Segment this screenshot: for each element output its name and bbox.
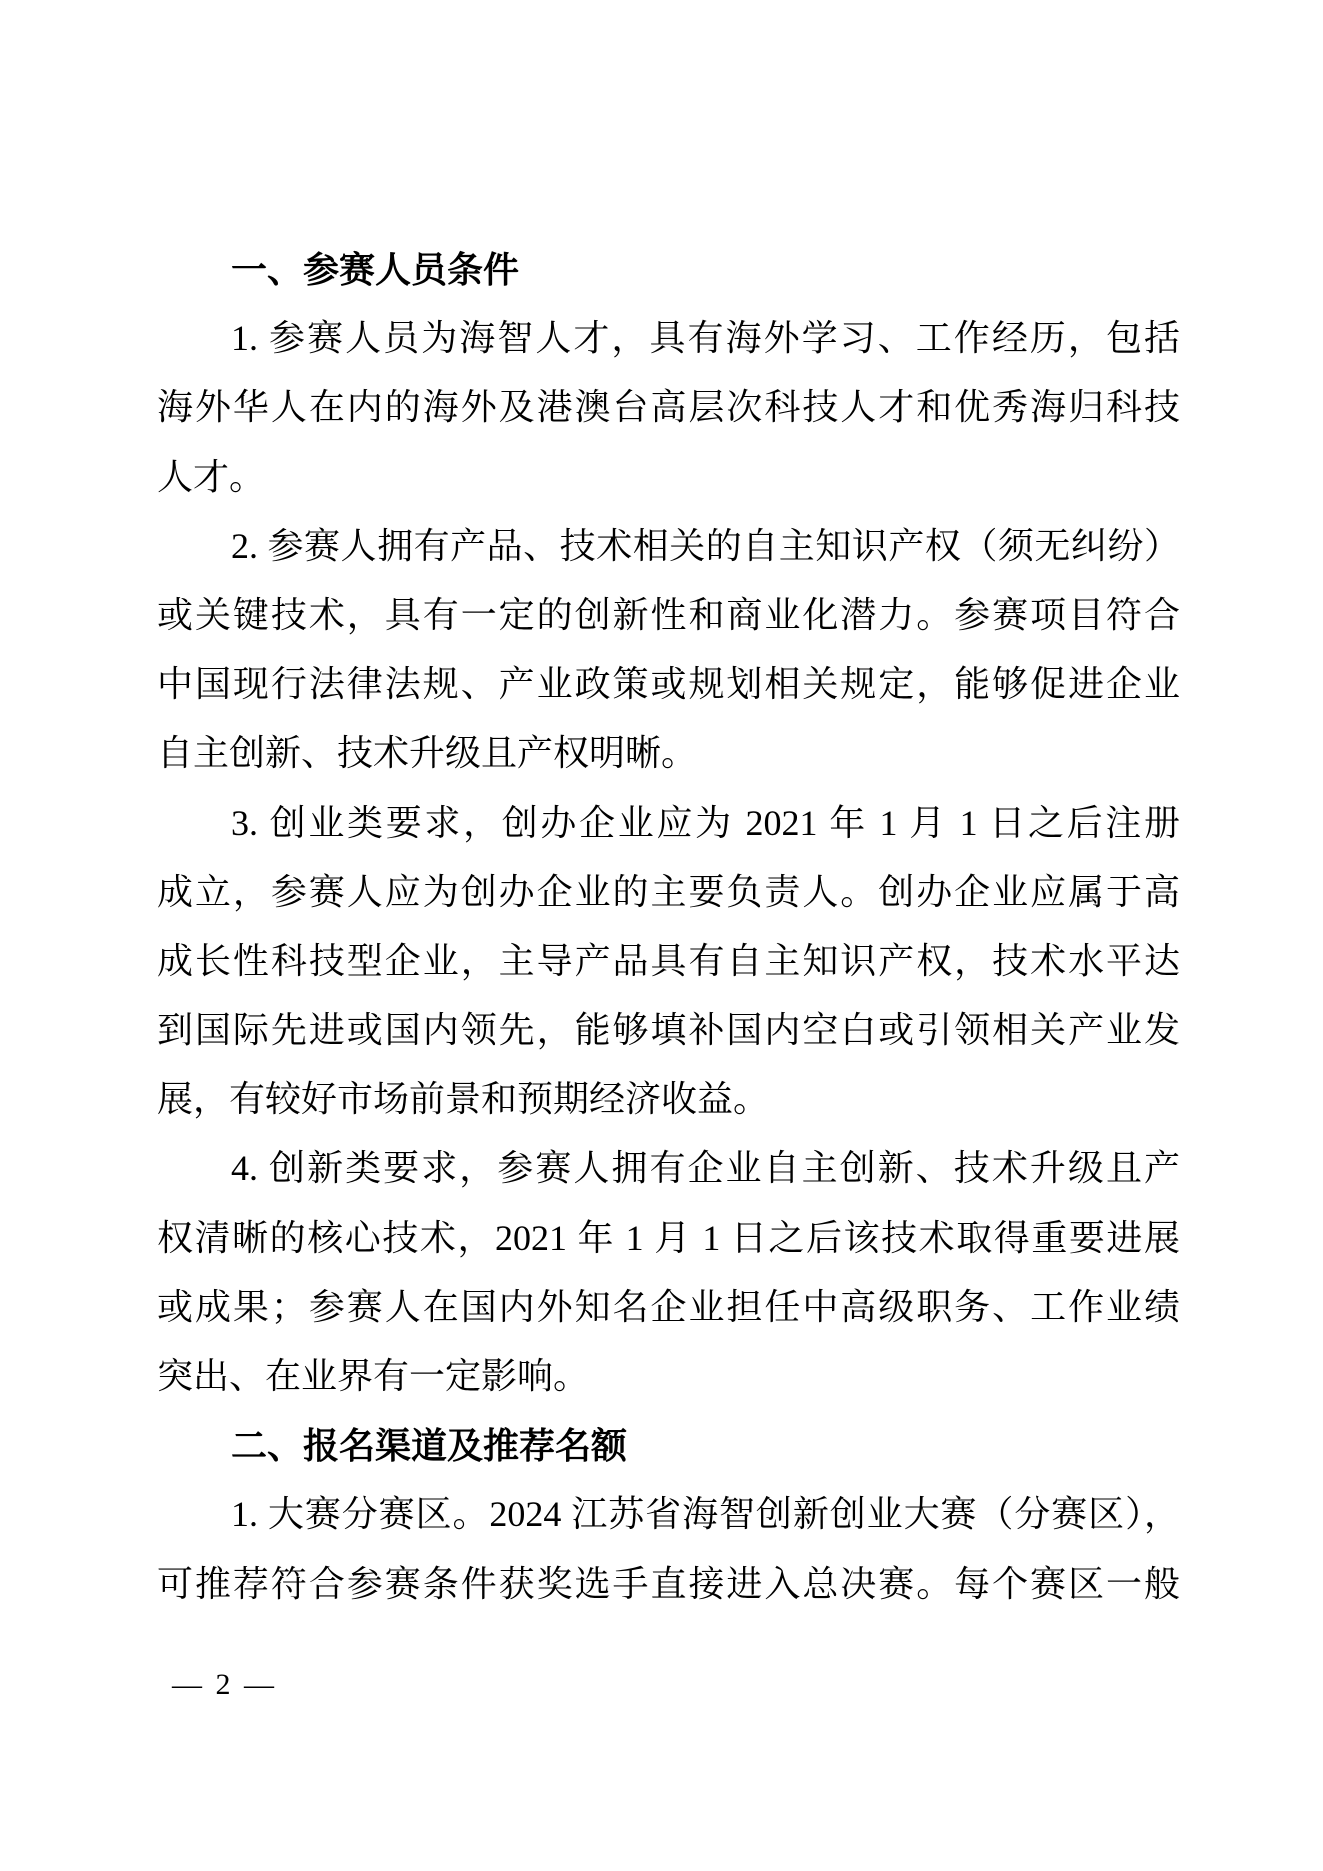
text-line: 成立，参赛人应为创办企业的主要负责人。创办企业应属于高 <box>157 871 1180 912</box>
text-line: 权清晰的核心技术，2021 年 1 月 1 日之后该技术取得重要进展 <box>157 1217 1180 1258</box>
text-line: 中国现行法律法规、产业政策或规划相关规定，能够促进企业 <box>157 664 1180 705</box>
text-line: 4. 创新类要求，参赛人拥有企业自主创新、技术升级且产 <box>231 1148 1180 1189</box>
section-heading: 二、报名渠道及推荐名额 <box>231 1425 628 1467</box>
text-line: 突出、在业界有一定影响。 <box>157 1356 590 1396</box>
text-line: 展，有较好市场前景和预期经济收益。 <box>157 1079 770 1120</box>
text-line: 成长性科技型企业，主导产品具有自主知识产权，技术水平达 <box>157 940 1180 981</box>
text-line: 1. 大赛分赛区。2024 江苏省海智创新创业大赛（分赛区）， <box>231 1494 1180 1535</box>
text-line: 可推荐符合参赛条件获奖选手直接进入总决赛。每个赛区一般 <box>157 1563 1180 1604</box>
text-line: 1. 参赛人员为海智人才，具有海外学习、工作经历，包括 <box>231 318 1180 359</box>
text-line: 自主创新、技术升级且产权明晰。 <box>157 733 698 774</box>
text-line: 或关键技术，具有一定的创新性和商业化潜力。参赛项目符合 <box>157 594 1180 635</box>
text-line: 海外华人在内的海外及港澳台高层次科技人才和优秀海归科技 <box>157 387 1180 428</box>
text-line: 人才。 <box>157 456 266 497</box>
section-heading: 一、参赛人员条件 <box>231 249 520 290</box>
page-number: — 2 — <box>172 1668 277 1701</box>
document-body <box>157 235 1180 1619</box>
text-line: 或成果；参赛人在国内外知名企业担任中高级职务、工作业绩 <box>157 1286 1180 1327</box>
text-line: 3. 创业类要求，创办企业应为 2021 年 1 月 1 日之后注册 <box>231 802 1180 843</box>
text-line: 到国际先进或国内领先，能够填补国内空白或引领相关产业发 <box>157 1010 1180 1051</box>
text-line: 2. 参赛人拥有产品、技术相关的自主知识产权（须无纠纷） <box>231 525 1180 566</box>
